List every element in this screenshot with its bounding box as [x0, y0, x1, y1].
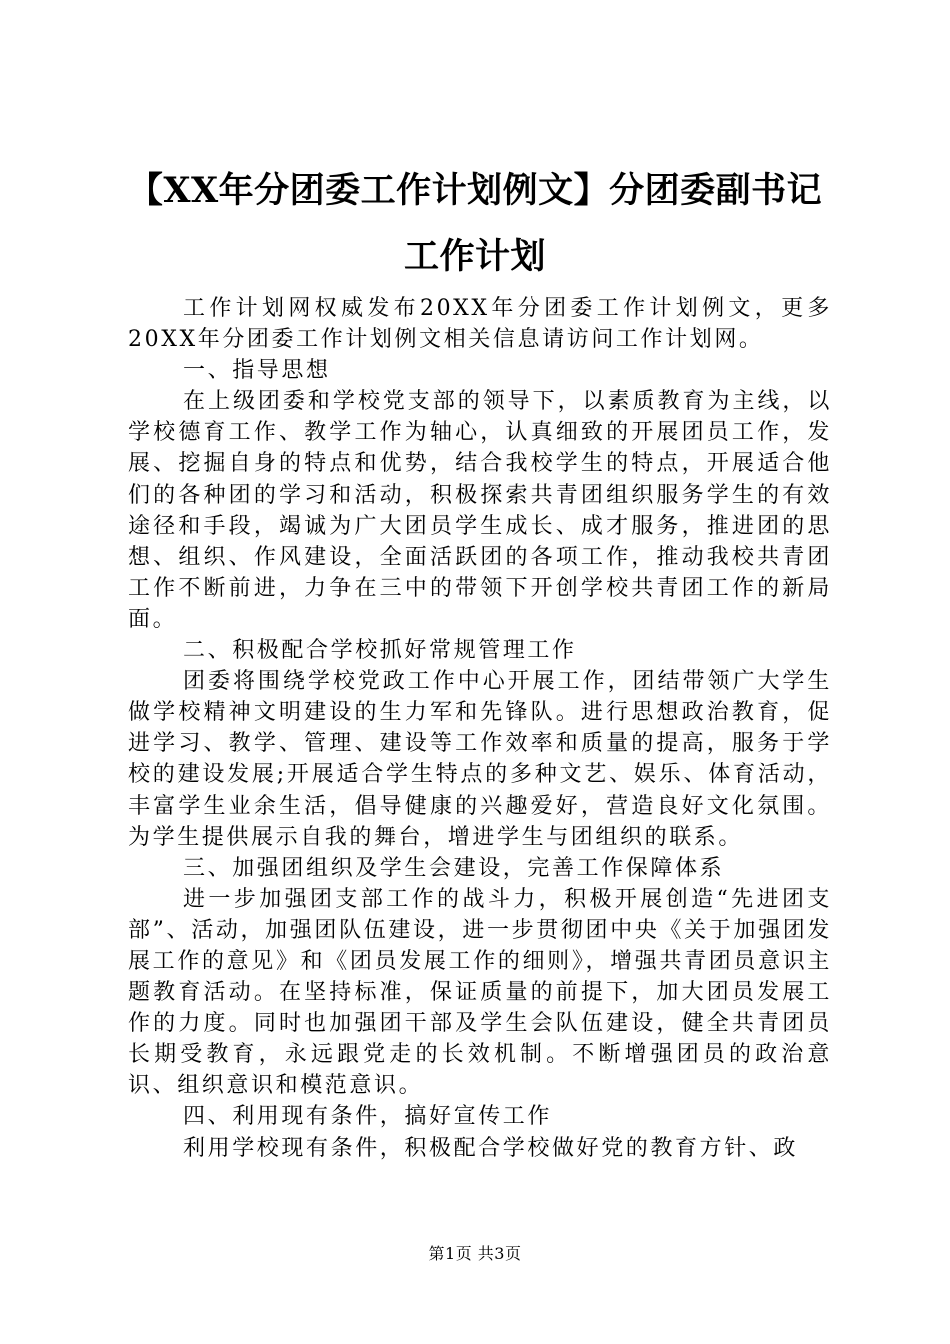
intro-paragraph: 工作计划网权威发布20XX年分团委工作计划例文，更多20XX年分团委工作计划例文相关信息请访问工作计划网。 — [128, 296, 832, 353]
section-paragraph-2: 团委将围绕学校党政工作中心开展工作，团结带领广大学生做学校精神文明建设的生力军和先锋队。进行思想政治教育，促进学习、教学、管理、建设等工作效率和质量的提高，服务于学校的建设发展;开展适合学生特点的多种文艺、娱乐、体育活动，丰富学生业余生活，倡导健康的兴趣爱好，营造良好文化氛围。为学生提供展示自我的舞台，增进学生与团组织的联系。 — [128, 669, 832, 850]
section-paragraph-1: 在上级团委和学校党支部的领导下，以素质教育为主线，以学校德育工作、教学工作为轴心，认真细致的开展团员工作，发展、挖掘自身的特点和优势，结合我校学生的特点，开展适合他们的各种团的学习和活动，积极探索共青团组织服务学生的有效途径和手段，竭诚为广大团员学生成长、成才服务，推进团的思想、组织、作风建设，全面活跃团的各项工作，推动我校共青团工作不断前进，力争在三中的带领下开创学校共青团工作的新局面。 — [128, 389, 832, 632]
section-heading-3: 三、加强团组织及学生会建设，完善工作保障体系 — [183, 855, 725, 881]
title-line-2: 工作计划 — [403, 236, 546, 277]
section-paragraph-3: 进一步加强团支部工作的战斗力，积极开展创造“先进团支部”、活动，加强团队伍建设，进一步贯彻团中央《关于加强团发展工作的意见》和《团员发展工作的细则》，增强共青团员意识主题教育活动。在坚持标准，保证质量的前提下，加大团员发展工作的力度。同时也加强团干部及学生会队伍建设，健全共青团员长期受教育，永远跟党走的长效机制。不断增强团员的政治意识、组织意识和模范意识。 — [128, 886, 832, 1099]
section-heading-2: 二、积极配合学校抓好常规管理工作 — [183, 638, 577, 664]
section-heading-4: 四、利用现有条件，搞好宣传工作 — [183, 1104, 553, 1130]
section-heading-1: 一、指导思想 — [183, 358, 331, 384]
page-footer: 第1页 共3页 — [428, 1244, 522, 1263]
document-body — [128, 293, 832, 1164]
document-title — [100, 158, 850, 290]
section-paragraph-4: 利用学校现有条件，积极配合学校做好党的教育方针、政 — [183, 1135, 799, 1161]
title-line-1: 【XX年分团委工作计划例文】分团委副书记 — [127, 170, 823, 211]
